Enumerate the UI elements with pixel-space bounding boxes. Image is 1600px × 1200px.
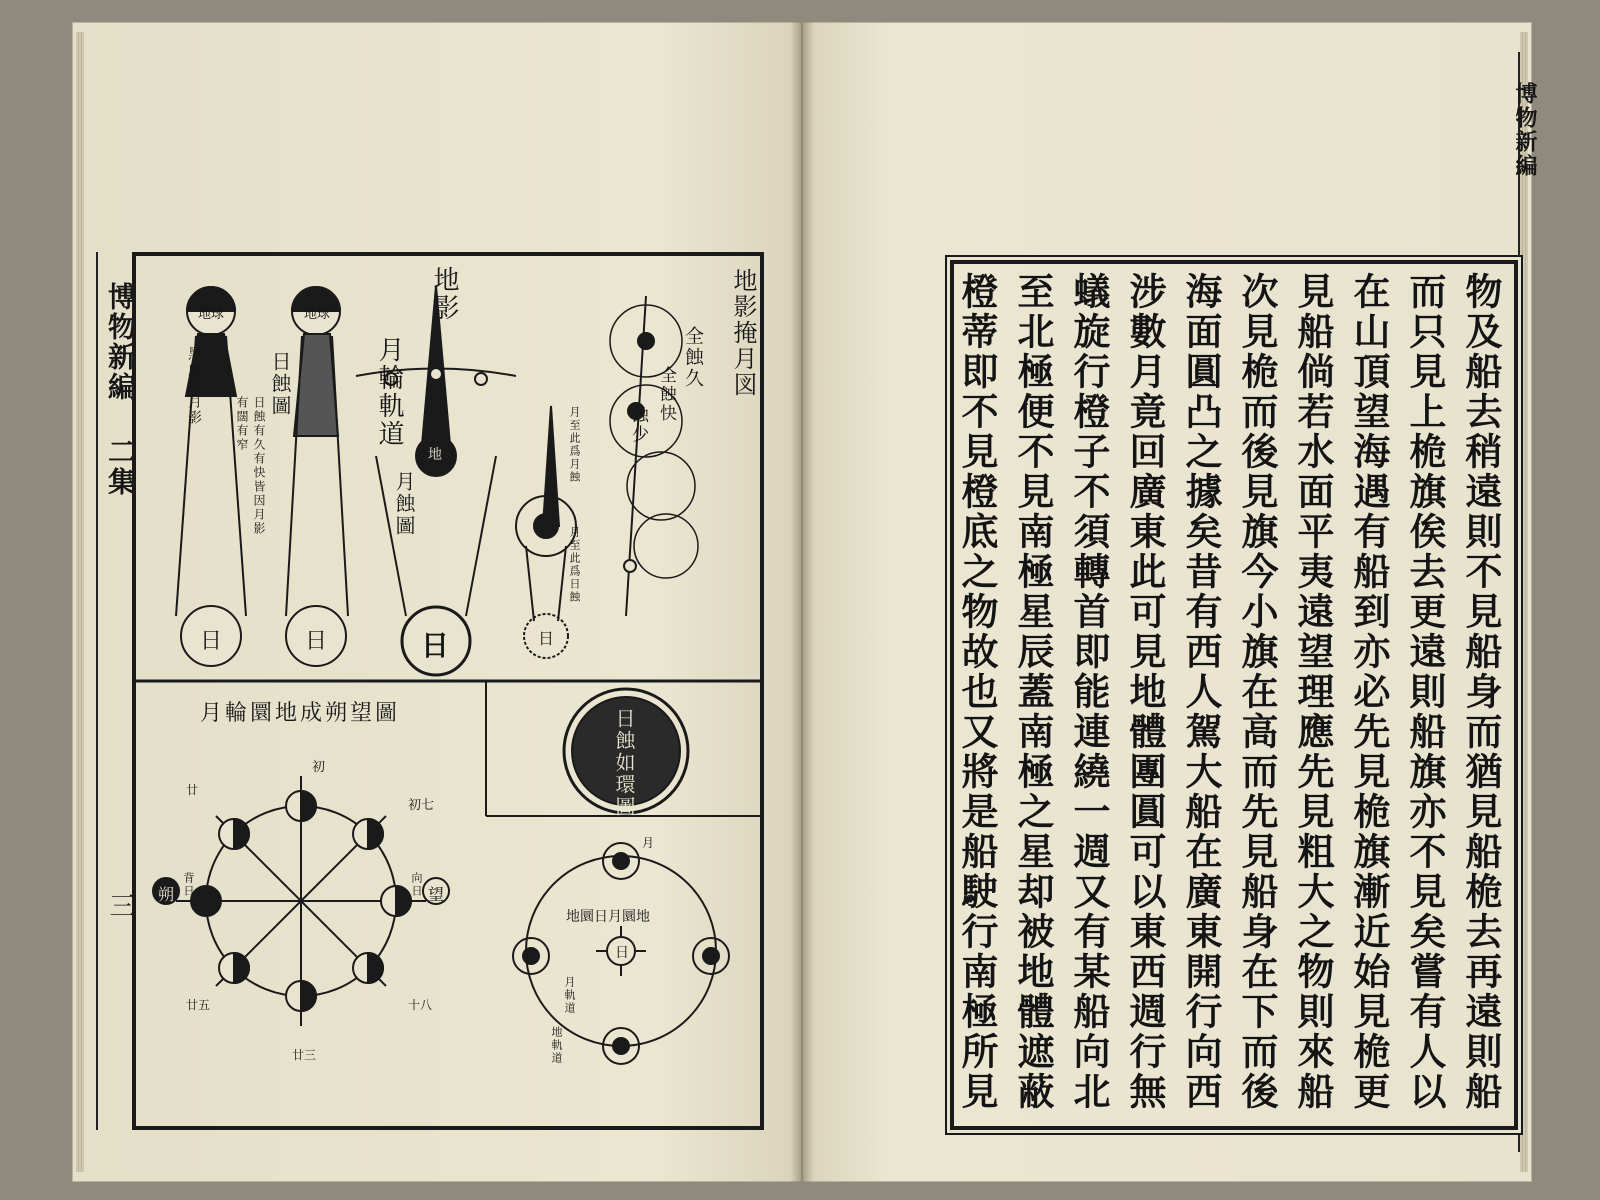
page-edge-left [76,32,84,1172]
moon-track-label: 月軌道 [563,976,576,1015]
moon-here-solar-note: 月至此爲日蝕 [568,526,581,604]
text-column: 而只見上桅旗俟去更遠則船旗亦不見矣嘗有人以 [1403,272,1447,1112]
phase-seventh-label: 初七 [408,798,435,813]
right-spine-title: 博物新編 [1512,82,1538,178]
earth-shadow-label: 地影 [429,266,459,322]
phase-full-label: 望 [428,885,445,904]
astronomy-diagram-frame [132,252,764,1130]
sun-label-1: 日 [200,629,223,654]
phase-twentythird-label: 廿三 [292,1048,317,1062]
phase-first-label: 初 [312,760,326,775]
total-eclipse-fast-label: 全蝕快 [656,366,676,423]
text-column: 次見桅而後見旗今小旗在高而先見船身在下而後 [1235,272,1279,1112]
text-column: 橙蒂即不見橙底之物故也又將是船駛行南極所見 [955,272,999,1112]
phase-back-sun-label: 背日 [182,872,195,898]
phase-face-sun-label: 向日 [410,872,423,898]
total-eclipse-long-label: 全蝕久 [682,326,704,389]
lunar-eclipse-caption: 月蝕圖 [392,471,416,537]
orbit-moon-label: 月 [642,836,655,850]
orbit-title: 地圜日月圜地 [566,909,650,925]
black-spot-note: 黑處是月影 [186,346,202,426]
text-frame [950,260,1518,1130]
earth-globe-label-1: 地球 [198,307,225,322]
earth-globe-label-2: 地球 [304,307,331,322]
text-column: 在山頂望海遇有船到亦必先見桅旗漸近始見桅更 [1347,272,1391,1112]
moon-orbit-label: 月輪軌道 [374,336,404,448]
moon-here-lunar-note: 月至此爲月蝕 [568,406,581,484]
left-spine-number: 三 [105,892,135,920]
right-page [802,22,1538,1182]
phase-twentyfive-label: 廿五 [186,998,211,1012]
text-column: 涉數月竟回廣東此可見地體團圓可以東西週行無 [1123,272,1167,1112]
text-column: 見船倘若水面平夷遠望理應先見粗大之物則來船 [1291,272,1335,1112]
left-page [72,22,802,1182]
text-column: 蟻旋行橙子不須轉首即能連繞一週又有某船向北 [1067,272,1111,1112]
ring-eclipse-title: 日蝕如環圖 [612,708,636,818]
partial-eclipse-label: 蝕少 [628,406,648,444]
solar-eclipse-caption: 日蝕圖 [268,351,292,417]
phases-title: 月輪圜地成朔望圖 [200,701,401,726]
earth-track-label: 地軌道 [550,1026,563,1065]
text-column: 海面圓凸之據矣昔有西人駕大船在廣東開行向西 [1179,272,1223,1112]
phase-new-label: 朔 [158,885,175,904]
book-gutter [790,22,814,1182]
orbit-sun-label: 日 [615,945,629,961]
text-column: 物及船去稍遠則不見船身而猶見船桅去再遠則船 [1459,272,1503,1112]
solar-eclipse-note: 日蝕有久有快皆因月影有闊有窄 [235,396,266,536]
right-spine-column [1512,52,1538,1152]
shadow-title: 地影掩月図 [729,268,757,398]
text-column: 至北極便不見南極星辰蓋南極之星却被地體遮蔽 [1011,272,1055,1112]
phase-eighth-label: 十八 [408,998,433,1012]
sun-label-3: 日 [421,629,450,662]
left-spine-column [96,252,137,1130]
phase-twenty-label: 廿 [186,783,199,797]
sun-label-4: 日 [538,629,555,648]
sun-label-2: 日 [305,629,328,654]
left-spine-title: 博物新編 二集 [104,282,137,497]
open-book [72,22,1538,1182]
earth-label: 地 [428,447,442,463]
text-columns [950,272,1508,1122]
